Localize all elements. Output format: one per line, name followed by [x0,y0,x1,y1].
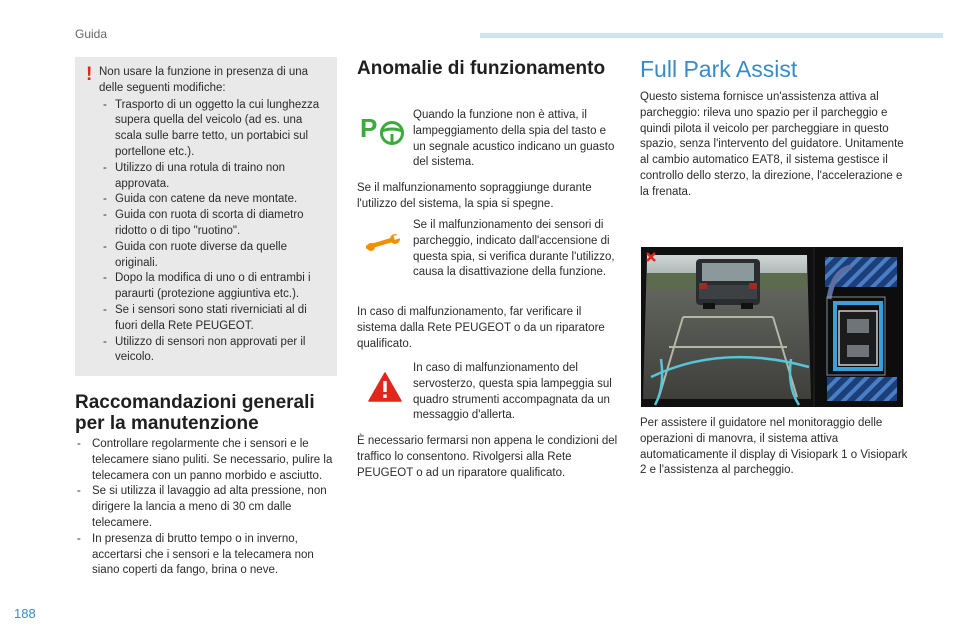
exclamation-icon: ! [86,64,93,85]
maintenance-item: - Se si utilizza il lavaggio ad alta pressione, non dirigere la lancia a meno di 30 cm dalle telecamere. [75,484,340,531]
park-steering-icon [360,113,406,154]
header-bar [480,33,943,38]
anomalie-p3: Se il malfunzionamento dei sensori di parcheggio, indicato dall'accensione di questa spia, si verifica durante l'utilizzo, causa la disattivazione della funzione. [413,219,615,279]
wrench-icon [366,234,402,261]
warning-item: - Guida con ruote diverse da quelle originali. [99,240,325,272]
warning-triangle-icon [368,372,402,407]
fpa-title: Full Park Assist [640,56,798,82]
section-label: Guida [75,27,108,41]
warning-item: - Guida con ruota di scorta di diametro ridotto o di tipo "ruotino". [99,208,325,240]
maintenance-item: - Controllare regolarmente che i sensori e le telecamere siano puliti. Se necessario, pulire la telecamera con un panno morbido e asciutto. [75,437,340,484]
warning-item: - Se i sensori sono stati riverniciati al di fuori della Rete PEUGEOT. [99,303,325,335]
maintenance-item: - In presenza di brutto tempo o in inverno, accertarsi che i sensori e la telecamera non siano coperti da fango, brina o neve. [75,532,340,579]
warning-item: - Dopo la modifica di uno o di entrambi i paraurti (protezione aggiuntiva etc.). [99,271,325,303]
warning-item: - Trasporto di un oggetto la cui lunghezza supera quella del veicolo (ad es. una scala sulle barre tetto, un portabici sul portellone etc.). [99,98,325,161]
maintenance-list [75,437,340,579]
warning-list [99,98,325,367]
anomalie-title: Anomalie di funzionamento [357,58,606,79]
anomalie-p6: È necessario fermarsi non appena le condizioni del traffico lo consentono. Rivolgersi alla Rete PEUGEOT o ad un riparatore qualificato. [357,435,618,479]
warning-item: - Utilizzo di una rotula di traino non approvata. [99,161,325,193]
anomalie-p4: In caso di malfunzionamento, far verificare il sistema dalla Rete PEUGEOT o da un riparatore qualificato. [357,306,605,350]
anomalie-p1: Quando la funzione non è attiva, il lampeggiamento della spia del tasto e un segnale acustico indicano un guasto del sistema. [413,109,615,169]
fpa-p1: Questo sistema fornisce un'assistenza attiva al parcheggio: rileva uno spazio per il parcheggio e quindi pilota il veicolo per parcheggiare in questo spazio, senza l'intervento del guidatore. Unitamente al cambio automatico EAT8, il sistema gestisce il controllo dello sterzo, la direzione, l'accelerazione e la frenata. [640,91,904,198]
parking-camera-image [641,247,903,407]
warning-box [75,57,337,376]
anomalie-p2: Se il malfunzionamento sopraggiunge durante l'utilizzo del sistema, la spia si spegne. [357,182,592,210]
page-number: 188 [14,606,36,621]
warning-intro: Non usare la funzione in presenza di una delle seguenti modifiche: [99,66,309,94]
maintenance-title: Raccomandazioni generali per la manutenzione [75,392,315,434]
svg-text:P: P [360,113,378,143]
warning-item: - Utilizzo di sensori non approvati per il veicolo. [99,335,325,367]
warning-item: - Guida con catene da neve montate. [99,192,325,208]
fpa-p2: Per assistere il guidatore nel monitoraggio delle operazioni di manovra, il sistema attiva automaticamente il display di Visiopark 1 o Visiopark 2 e l'assistenza al parcheggio. [640,417,908,477]
anomalie-p5: In caso di malfunzionamento del servosterzo, questa spia lampeggia sul quadro strumenti accompagnata da un messaggio d'allerta. [413,362,612,422]
